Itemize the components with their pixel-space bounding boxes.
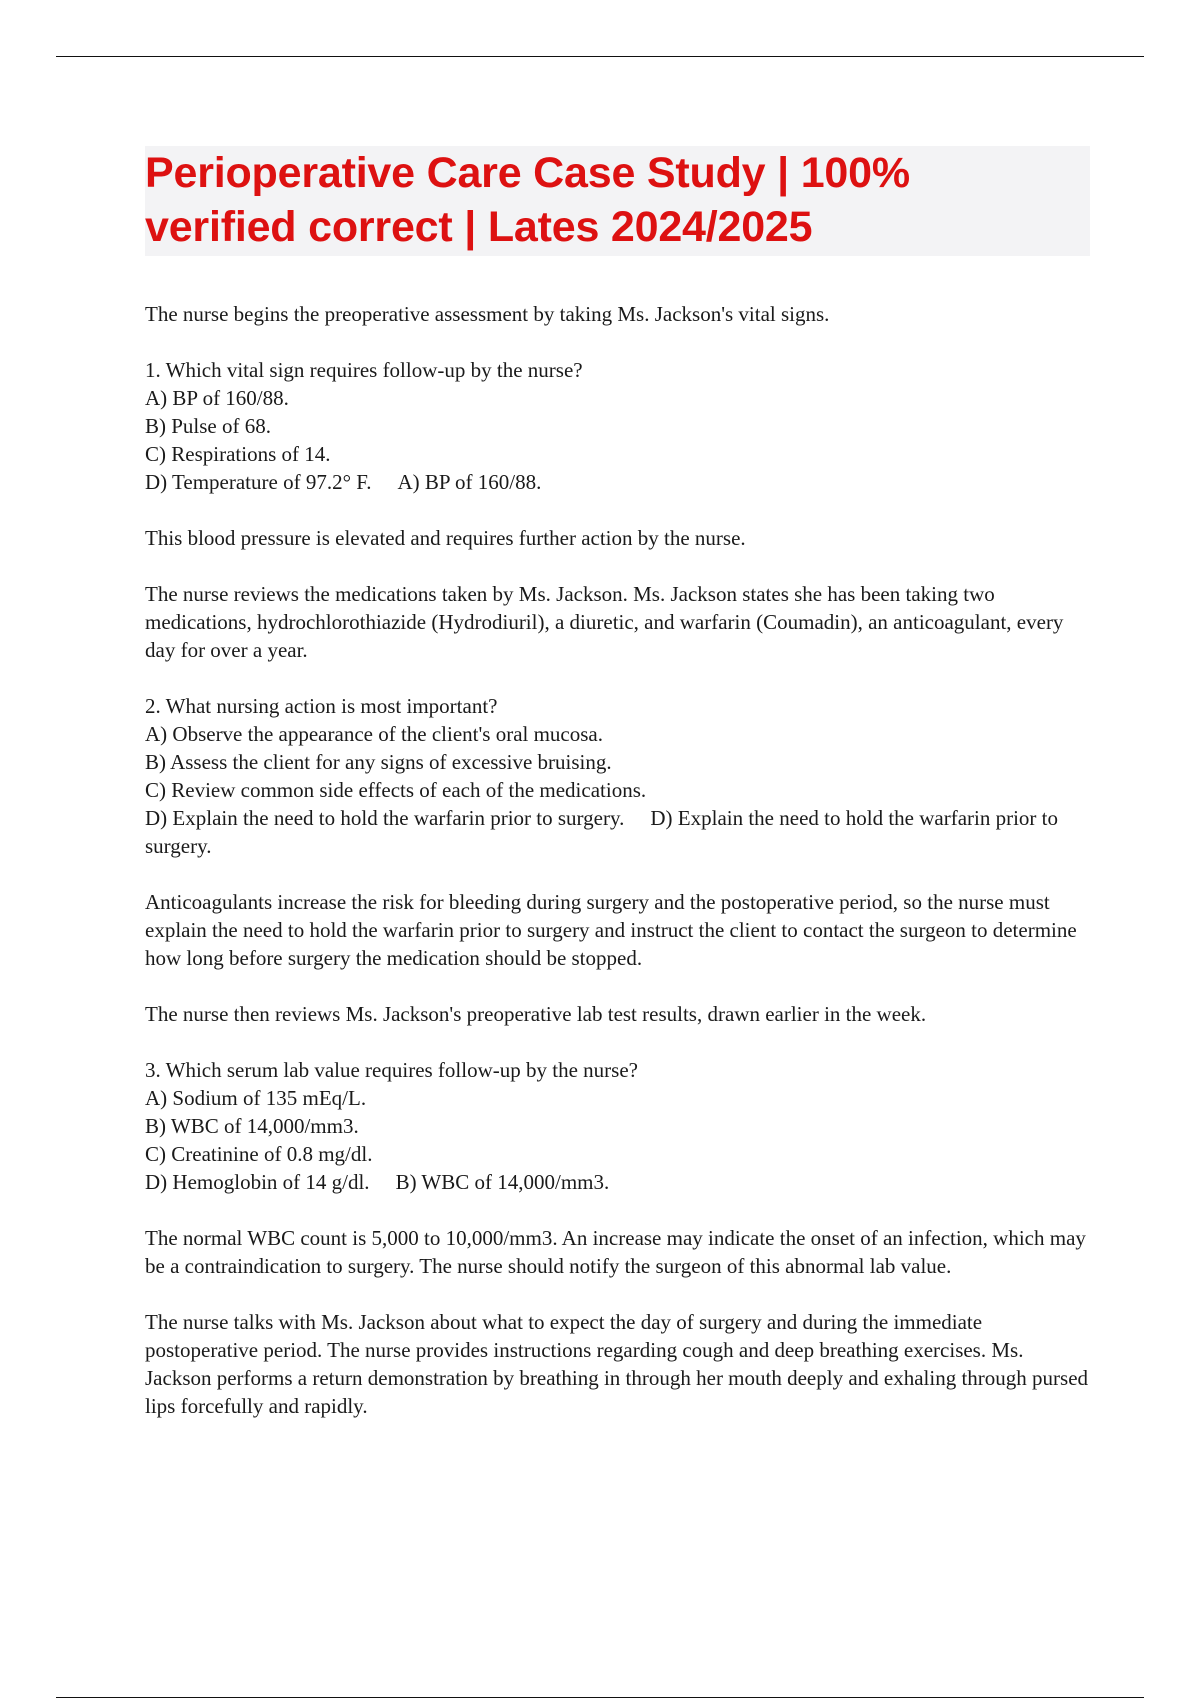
question-2-block	[145, 692, 1095, 860]
q3-option-c: C) Creatinine of 0.8 mg/dl.	[145, 1142, 373, 1166]
title-line-1: Perioperative Care Case Study | 100%	[145, 149, 910, 197]
q2-option-d-line	[145, 804, 1095, 860]
rationale-3: The normal WBC count is 5,000 to 10,000/mm3. An increase may indicate the onset of an infection, which may be a contraindication to surgery. The nurse should notify the surgeon of this abnormal lab value.	[145, 1226, 1086, 1278]
question-3-block	[145, 1056, 1095, 1196]
q1-option-a: A) BP of 160/88.	[145, 386, 289, 410]
q3-option-d: D) Hemoglobin of 14 g/dl.	[145, 1170, 370, 1194]
question-1: 1. Which vital sign requires follow-up by the nurse?	[145, 358, 583, 382]
title-line-2: verified correct | Lates 2024/2025	[145, 203, 813, 251]
rationale-2: Anticoagulants increase the risk for bleeding during surgery and the postoperative period, so the nurse must explain the need to hold the warfarin prior to surgery and instruct the client to contact the surgeon to determine how long before surgery the medication should be stopped.	[145, 890, 1077, 970]
q2-option-b: B) Assess the client for any signs of excessive bruising.	[145, 750, 612, 774]
intro-vital-signs: The nurse begins the preoperative assessment by taking Ms. Jackson's vital signs.	[145, 302, 830, 326]
q3-answer: B) WBC of 14,000/mm3.	[395, 1170, 610, 1194]
top-rule	[56, 56, 1144, 57]
q1-option-b: B) Pulse of 68.	[145, 414, 271, 438]
intro-breathing-exercises: The nurse talks with Ms. Jackson about what to expect the day of surgery and during the immediate postoperative period. The nurse provides instructions regarding cough and deep breathing exercises. Ms. Jackson performs a return demonstration by breathing in through her mouth deeply and exhaling through pursed lips forcefully and rapidly.	[145, 1310, 1089, 1418]
q2-option-c: C) Review common side effects of each of the medications.	[145, 778, 647, 802]
q1-option-d: D) Temperature of 97.2° F.	[145, 470, 372, 494]
q1-answer: A) BP of 160/88.	[397, 470, 542, 494]
q2-answer: D) Explain the need to hold the warfarin prior to surgery.	[145, 806, 1058, 858]
title-banner	[145, 146, 1090, 256]
bottom-rule	[56, 1697, 1144, 1698]
q2-option-a: A) Observe the appearance of the client's oral mucosa.	[145, 722, 604, 746]
q3-option-a: A) Sodium of 135 mEq/L.	[145, 1086, 367, 1110]
intro-lab-results: The nurse then reviews Ms. Jackson's preoperative lab test results, drawn earlier in the week.	[145, 1002, 927, 1026]
q3-option-b: B) WBC of 14,000/mm3.	[145, 1114, 359, 1138]
q3-option-d-line	[145, 1168, 1095, 1196]
question-2: 2. What nursing action is most important?	[145, 694, 498, 718]
document-title	[145, 146, 1090, 254]
q1-option-c: C) Respirations of 14.	[145, 442, 331, 466]
q2-option-d: D) Explain the need to hold the warfarin prior to surgery.	[145, 806, 625, 830]
question-3: 3. Which serum lab value requires follow-up by the nurse?	[145, 1058, 638, 1082]
q1-option-d-line	[145, 468, 1095, 496]
document-body	[145, 300, 1095, 1448]
intro-medications: The nurse reviews the medications taken by Ms. Jackson. Ms. Jackson states she has been taking two medications, hydrochlorothiazide (Hydrodiuril), a diuretic, and warfarin (Coumadin), an anticoagulant, every day for over a year.	[145, 582, 1064, 662]
rationale-1: This blood pressure is elevated and requires further action by the nurse.	[145, 526, 746, 550]
question-1-block	[145, 356, 1095, 496]
